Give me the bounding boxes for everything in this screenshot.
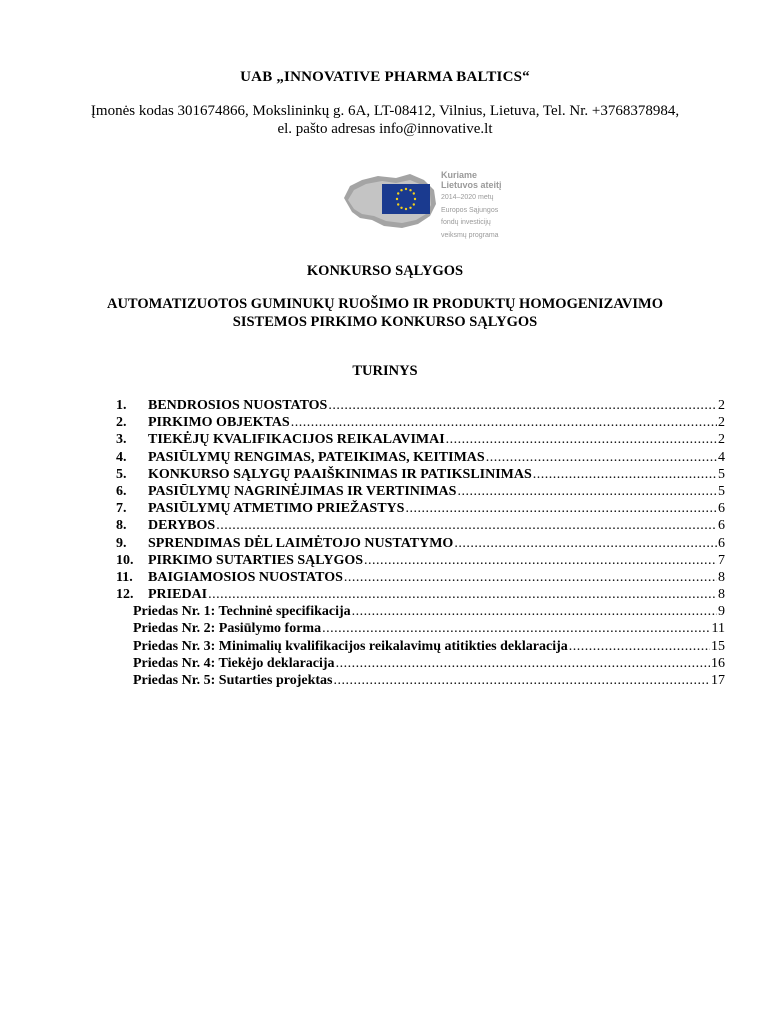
toc-item[interactable]	[116, 431, 725, 448]
toc-item-number: 5.	[116, 466, 127, 482]
toc-item-number: 4.	[116, 449, 127, 465]
toc-annex-item[interactable]	[116, 672, 725, 689]
toc-item-title: DERYBOS	[148, 518, 216, 534]
company-address-line-2: el. pašto adresas info@innovative.lt	[277, 121, 493, 137]
toc-item[interactable]	[116, 483, 725, 500]
toc-item-page: 2	[718, 432, 725, 448]
toc-annex-item[interactable]	[116, 603, 725, 620]
toc-item[interactable]	[116, 414, 725, 431]
toc-item-page: 5	[718, 466, 725, 482]
logo-text-line-4: Europos Sąjungos	[441, 206, 499, 214]
company-name: UAB „INNOVATIVE PHARMA BALTICS“	[240, 69, 530, 85]
logo-text-line-3: 2014–2020 metų	[441, 194, 494, 201]
toc-item[interactable]	[116, 449, 725, 466]
document-subtitle-line-1: AUTOMATIZUOTOS GUMINUKŲ RUOŠIMO IR PRODUKTŲ HOMOGENIZAVIMO	[106, 296, 663, 312]
toc-item[interactable]	[116, 535, 725, 552]
toc-annex-item[interactable]	[116, 638, 725, 655]
toc-item-page: 2	[718, 398, 725, 413]
toc-item-page: 6	[718, 501, 725, 517]
toc-item-page: 4	[718, 449, 725, 465]
toc-item[interactable]	[116, 466, 725, 483]
toc-item-page: 2	[718, 415, 725, 431]
table-of-contents	[116, 397, 725, 689]
document-subtitle-line-2: SISTEMOS PIRKIMO KONKURSO SĄLYGOS	[232, 314, 538, 330]
toc-item-number: 8.	[116, 518, 127, 534]
toc-item-title: PASIŪLYMŲ NAGRINĖJIMAS IR VERTINIMAS	[148, 483, 457, 499]
toc-item-title: PIRKIMO SUTARTIES SĄLYGOS	[148, 552, 364, 568]
toc-item-title: BAIGIAMOSIOS NUOSTATOS	[148, 569, 343, 585]
toc-annex-title: Priedas Nr. 3: Minimalių kvalifikacijos reikalavimų atitikties deklaracija	[133, 638, 568, 654]
toc-annex-title: Priedas Nr. 4: Tiekėjo deklaracija	[133, 655, 335, 671]
company-address-line-1: Įmonės kodas 301674866, Mokslininkų g. 6A, LT-08412, Vilnius, Lietuva, Tel. Nr. +3768378984,	[90, 103, 680, 119]
toc-heading: TURINYS	[352, 363, 418, 379]
toc-annex-page: 17	[711, 673, 725, 688]
toc-item-title: BENDROSIOS NUOSTATOS	[148, 398, 328, 413]
toc-annex-page: 16	[711, 655, 725, 671]
toc-item-number: 12.	[116, 587, 134, 603]
toc-annex-page: 11	[711, 621, 725, 637]
toc-annex-title: Priedas Nr. 1: Techninė specifikacija	[133, 604, 351, 620]
toc-annex-page: 9	[718, 604, 725, 620]
toc-item-title: PASIŪLYMŲ ATMETIMO PRIEŽASTYS	[148, 501, 405, 517]
toc-item-page: 6	[718, 518, 725, 534]
toc-item-page: 8	[718, 587, 725, 603]
toc-item-number: 3.	[116, 432, 127, 448]
logo-caption	[441, 170, 502, 240]
toc-annex-item[interactable]	[116, 655, 725, 672]
toc-item-page: 7	[718, 552, 725, 568]
toc-annex-page: 15	[711, 638, 725, 654]
toc-item[interactable]	[116, 569, 725, 586]
toc-item-number: 7.	[116, 501, 127, 517]
logo-text-line-6: veiksmų programa	[441, 231, 499, 239]
toc-item-title: PRIEDAI	[148, 587, 208, 603]
toc-item[interactable]	[116, 397, 725, 414]
toc-item[interactable]	[116, 586, 725, 603]
toc-annex-title: Priedas Nr. 5: Sutarties projektas	[133, 673, 333, 688]
toc-item[interactable]	[116, 517, 725, 534]
toc-item-number: 2.	[116, 415, 127, 431]
toc-item-page: 8	[718, 569, 725, 585]
toc-annex-title: Priedas Nr. 2: Pasiūlymo forma	[133, 621, 322, 637]
toc-item[interactable]	[116, 552, 725, 569]
toc-item-number: 11.	[116, 569, 133, 585]
toc-item-number: 6.	[116, 483, 127, 499]
toc-item-number: 10.	[116, 552, 134, 568]
logo-text-line-5: fondų investicijų	[441, 219, 491, 226]
toc-item-number: 9.	[116, 535, 127, 551]
toc-annex-item[interactable]	[116, 620, 725, 637]
toc-item-title: PASIŪLYMŲ RENGIMAS, PATEIKIMAS, KEITIMAS	[148, 449, 485, 465]
toc-item-page: 6	[718, 535, 725, 551]
toc-item[interactable]	[116, 500, 725, 517]
document-title: KONKURSO SĄLYGOS	[306, 263, 464, 279]
toc-item-title: TIEKĖJŲ KVALIFIKACIJOS REIKALAVIMAI	[148, 432, 445, 448]
toc-item-number: 1.	[116, 398, 127, 413]
toc-item-title: SPRENDIMAS DĖL LAIMĖTOJO NUSTATYMO	[148, 535, 454, 551]
toc-item-title: KONKURSO SĄLYGŲ PAAIŠKINIMAS IR PATIKSLINIMAS	[148, 466, 532, 482]
logo-text-line-2: Lietuvos ateitį	[441, 180, 502, 190]
toc-item-title: PIRKIMO OBJEKTAS	[148, 415, 290, 431]
logo-text-line-1: Kuriame	[441, 170, 478, 180]
toc-item-page: 5	[718, 483, 725, 499]
